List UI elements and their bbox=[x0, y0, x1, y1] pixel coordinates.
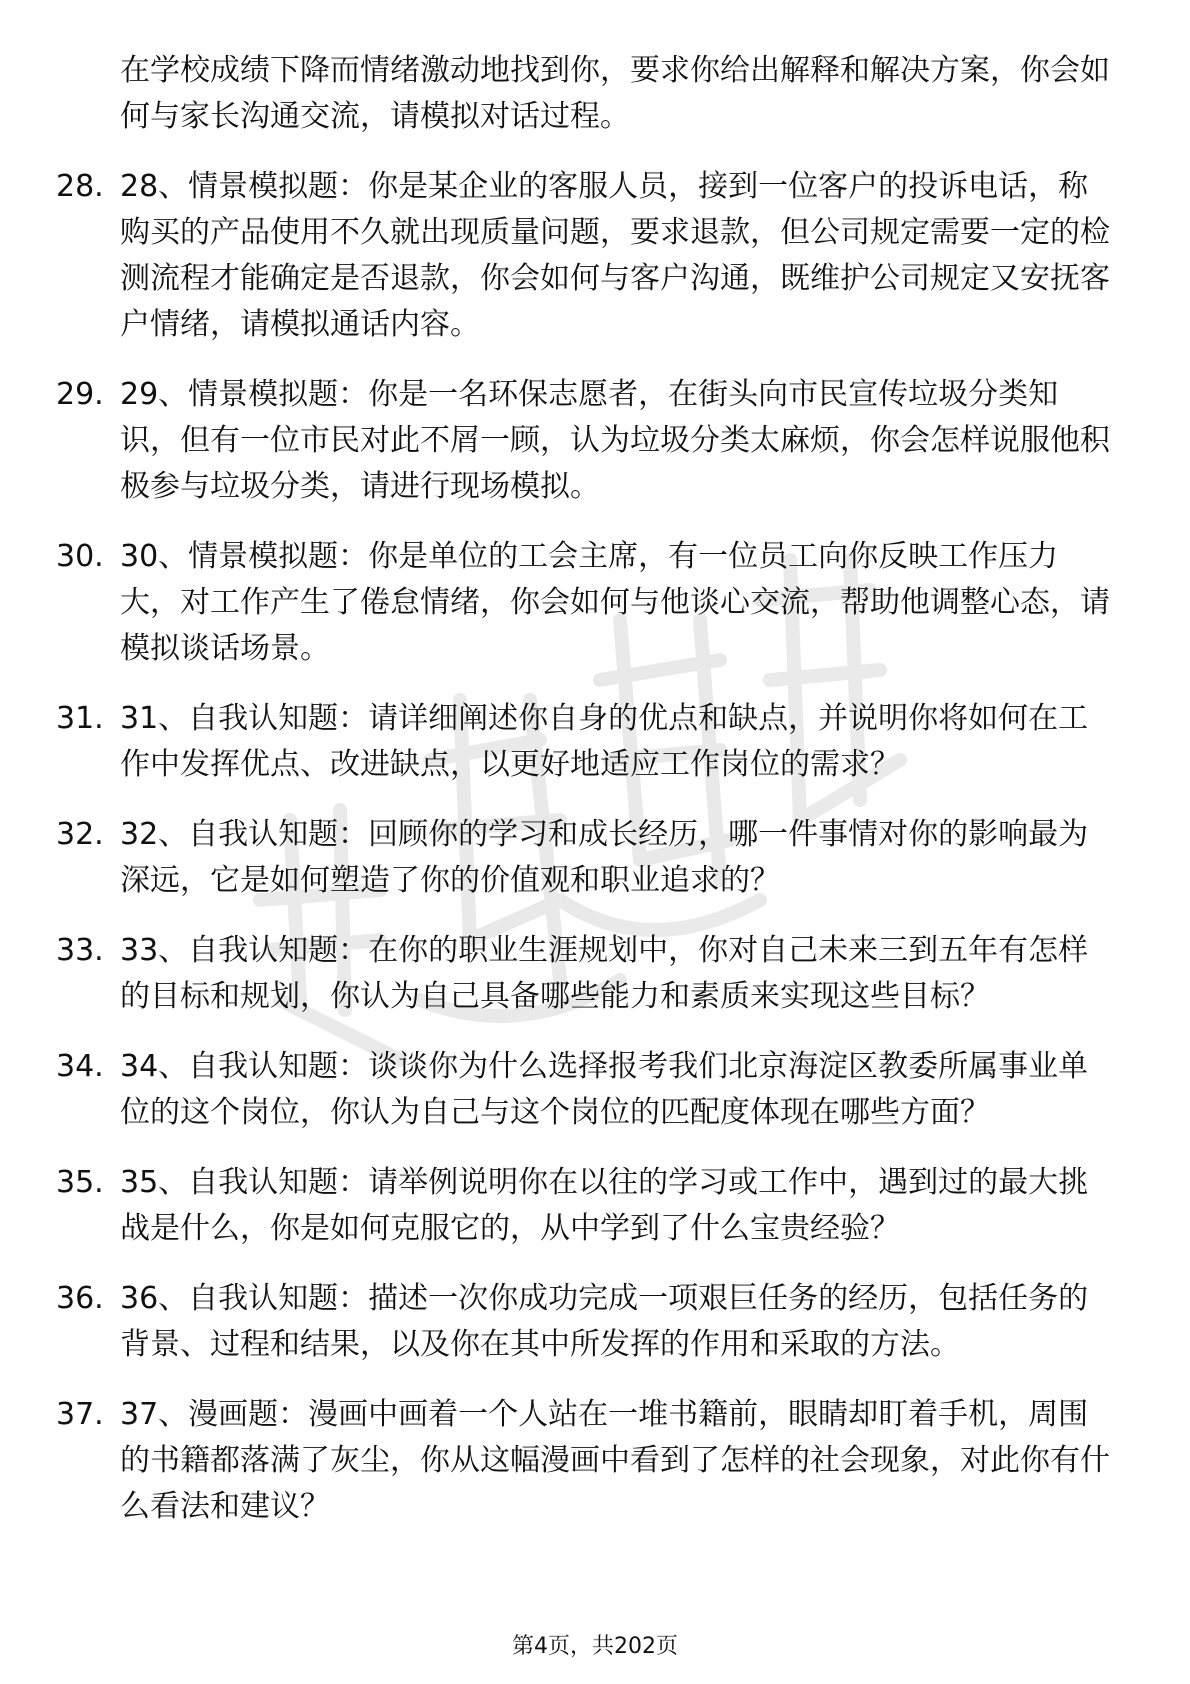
list-item bbox=[56, 812, 1116, 904]
list-item-number: 37. bbox=[56, 1397, 104, 1432]
list-item bbox=[56, 1392, 1116, 1530]
list-item-text: 28、情景模拟题：你是某企业的客服人员，接到一位客户的投诉电话，称购买的产品使用不久就出现质量问题，要求退款，但公司规定需要一定的检测流程才能确定是否退款，你会如何与客户沟通，既维护公司规定又安抚客户情绪，请模拟通话内容。 bbox=[120, 169, 1110, 342]
list-item-number: 33. bbox=[56, 933, 104, 968]
list-item bbox=[56, 164, 1116, 348]
document-body bbox=[56, 48, 1116, 1554]
list-item-text: 31、自我认知题：请详细阐述你自身的优点和缺点，并说明你将如何在工作中发挥优点、改进缺点，以更好地适应工作岗位的需求？ bbox=[120, 701, 1089, 782]
list-item bbox=[56, 534, 1116, 672]
list-item-number: 31. bbox=[56, 701, 104, 736]
page-number: 第4页，共202页 bbox=[512, 1634, 678, 1659]
list-item bbox=[56, 372, 1116, 510]
continuation-paragraph: 在学校成绩下降而情绪激动地找到你，要求你给出解释和解决方案，你会如何与家长沟通交流，请模拟对话过程。 bbox=[120, 53, 1110, 134]
list-item-number: 32. bbox=[56, 817, 104, 852]
list-item-number: 28. bbox=[56, 169, 104, 204]
list-item-text: 30、情景模拟题：你是单位的工会主席，有一位员工向你反映工作压力大，对工作产生了倦怠情绪，你会如何与他谈心交流，帮助他调整心态，请模拟谈话场景。 bbox=[120, 539, 1110, 666]
list-item-text: 37、漫画题：漫画中画着一个人站在一堆书籍前，眼睛却盯着手机，周围的书籍都落满了灰尘，你从这幅漫画中看到了怎样的社会现象，对此你有什么看法和建议？ bbox=[120, 1397, 1110, 1524]
question-list bbox=[56, 164, 1116, 1530]
list-item-number: 30. bbox=[56, 539, 104, 574]
list-item-number: 34. bbox=[56, 1049, 104, 1084]
list-item-text: 33、自我认知题：在你的职业生涯规划中，你对自己未来三到五年有怎样的目标和规划，你认为自己具备哪些能力和素质来实现这些目标？ bbox=[120, 933, 1089, 1014]
list-item-number: 36. bbox=[56, 1281, 104, 1316]
list-item bbox=[56, 1044, 1116, 1136]
list-item-text: 32、自我认知题：回顾你的学习和成长经历，哪一件事情对你的影响最为深远，它是如何塑造了你的价值观和职业追求的？ bbox=[120, 817, 1089, 898]
list-item-text: 36、自我认知题：描述一次你成功完成一项艰巨任务的经历，包括任务的背景、过程和结果，以及你在其中所发挥的作用和采取的方法。 bbox=[120, 1281, 1089, 1362]
list-item-number: 29. bbox=[56, 377, 104, 412]
list-item-text: 34、自我认知题：谈谈你为什么选择报考我们北京海淀区教委所属事业单位的这个岗位，你认为自己与这个岗位的匹配度体现在哪些方面？ bbox=[120, 1049, 1089, 1130]
list-item bbox=[56, 1160, 1116, 1252]
list-item-text: 35、自我认知题：请举例说明你在以往的学习或工作中，遇到过的最大挑战是什么，你是如何克服它的，从中学到了什么宝贵经验？ bbox=[120, 1165, 1089, 1246]
list-item bbox=[56, 696, 1116, 788]
list-item bbox=[56, 928, 1116, 1020]
list-item-text: 29、情景模拟题：你是一名环保志愿者，在街头向市民宣传垃圾分类知识，但有一位市民对此不屑一顾，认为垃圾分类太麻烦，你会怎样说服他积极参与垃圾分类，请进行现场模拟。 bbox=[120, 377, 1110, 504]
list-item bbox=[56, 1276, 1116, 1368]
list-item-number: 35. bbox=[56, 1165, 104, 1200]
